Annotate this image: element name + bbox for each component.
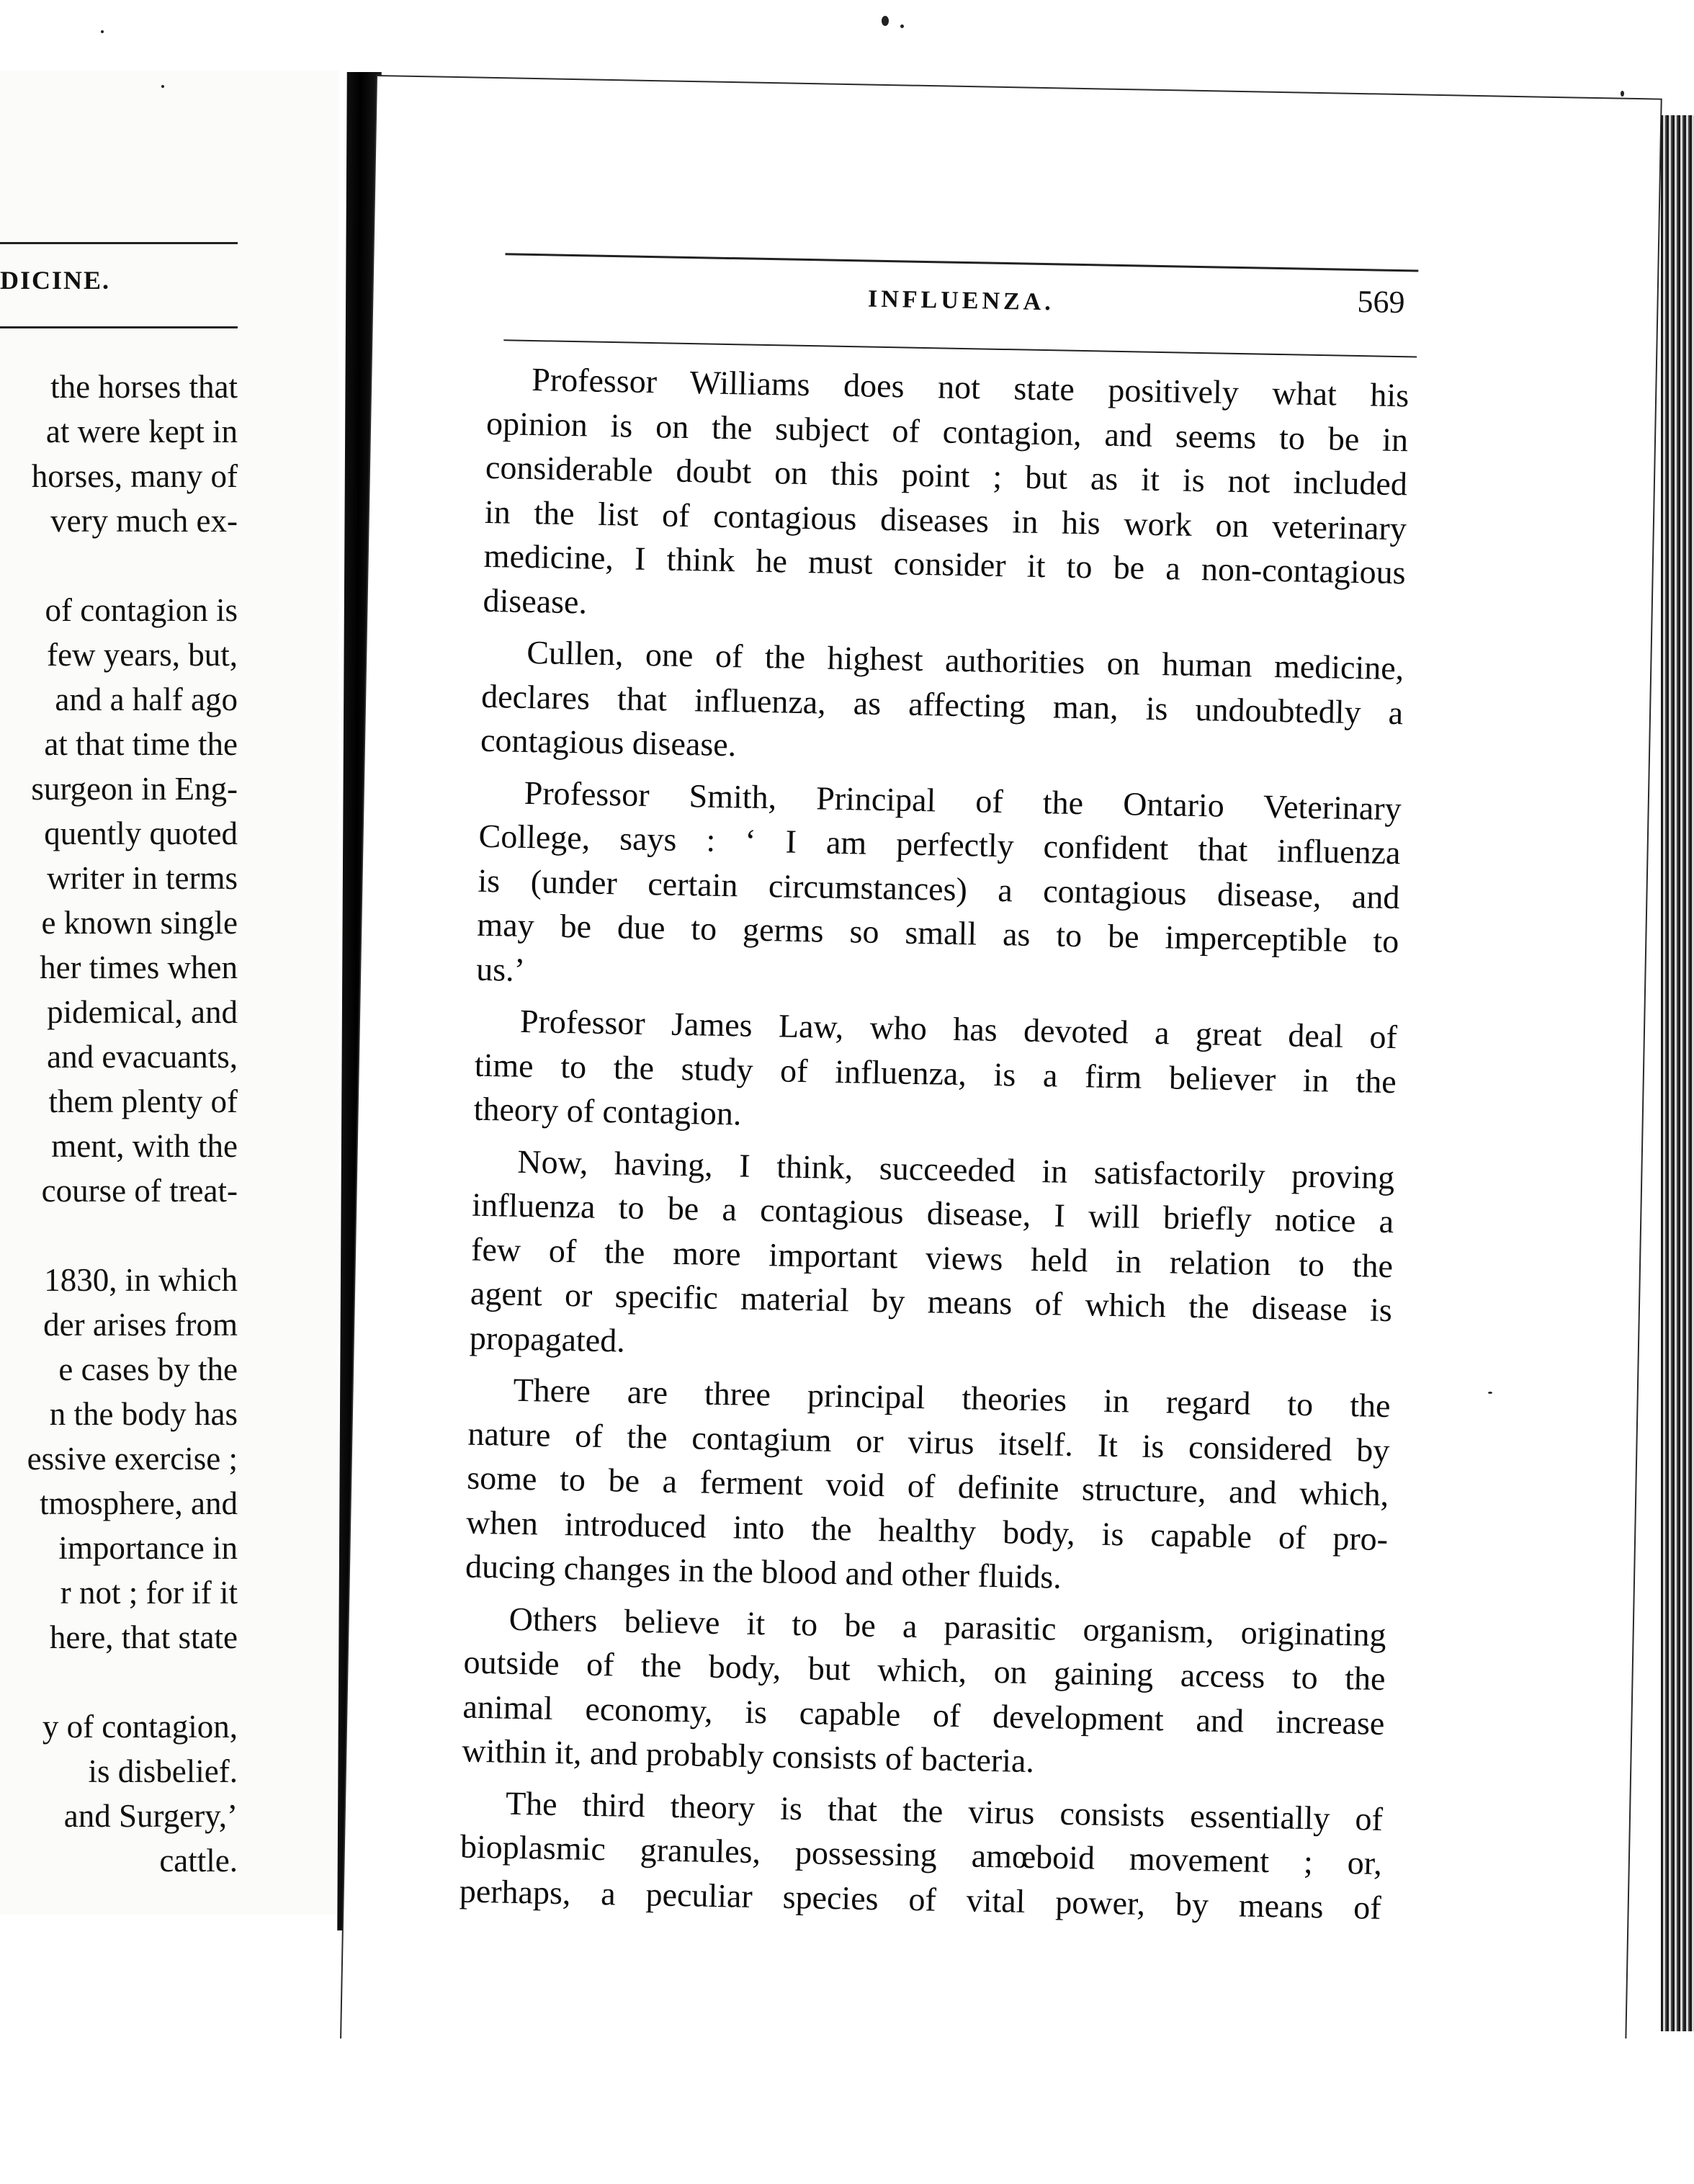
text-line: Professor James Law, who has devoted a great deal of (519, 1002, 1398, 1056)
left-page-line: few years, but, (47, 637, 238, 673)
left-page-line: importance in (58, 1530, 238, 1566)
text-line: The third theory is that the virus consists essentially of (505, 1784, 1384, 1838)
text-line: College, says : ‘ I am perfectly confident that influenza (478, 817, 1401, 872)
left-page-line: n the body has (49, 1396, 238, 1432)
page-edges (1661, 115, 1694, 2031)
left-page-line: at were kept in (45, 413, 238, 449)
body-text (459, 357, 1410, 1937)
left-page-line: e known single (41, 905, 238, 941)
text-line: medicine, I think he must consider it to be a non-contagious (483, 537, 1407, 591)
text-line: within it, and probably consists of bacteria. (461, 1732, 1035, 1780)
left-page-line: r not ; for if it (60, 1575, 238, 1611)
text-line: is (under certain circumstances) a contagious disease, and (478, 861, 1400, 916)
running-head: INFLUENZA. (867, 285, 1055, 316)
text-line: few of the more important views held in relation to the (470, 1230, 1394, 1284)
text-line: ducing changes in the blood and other fluids. (465, 1547, 1062, 1596)
text-line: declares that influenza, as affecting man, is undoubtedly a (480, 677, 1404, 731)
text-line: Professor Smith, Principal of the Ontario Veterinary (524, 774, 1402, 827)
text-line: There are three principal theories in regard to the (513, 1371, 1391, 1425)
text-line: agent or specific material by means of which the disease is (470, 1274, 1393, 1329)
left-page-line: cattle. (159, 1843, 238, 1879)
left-page-line: here, that state (49, 1619, 238, 1655)
paragraph (483, 357, 1410, 639)
left-page-line: them plenty of (48, 1083, 238, 1119)
paragraph (465, 1367, 1391, 1606)
left-page-line: ment, with the (51, 1128, 238, 1164)
paragraph (462, 1596, 1386, 1789)
text-line: perhaps, a peculiar species of vital power, by means of (459, 1872, 1382, 1926)
text-line: bioplasmic granules, possessing amœboid movement ; or, (460, 1827, 1383, 1881)
left-page-line: quently quoted (44, 815, 238, 851)
left-page-line: her times when (40, 949, 238, 985)
text-line: opinion is on the subject of contagion, and seems to be in (485, 404, 1409, 458)
text-line: Now, having, I think, succeeded in satisfactorily proving (516, 1142, 1395, 1196)
page-number: 569 (1357, 283, 1405, 321)
text-line: when introduced into the healthy body, is capable of pro- (465, 1503, 1389, 1557)
text-line: disease. (483, 581, 588, 620)
left-header-rule-bottom (0, 326, 238, 328)
left-page-line: pidemical, and (47, 994, 238, 1030)
left-page (0, 71, 339, 1915)
left-page-line: of contagion is (45, 592, 238, 628)
left-page-line: 1830, in which (44, 1262, 238, 1298)
left-page-line: and Surgery,’ (63, 1798, 238, 1834)
text-line: animal economy, is capable of development and increase (462, 1688, 1385, 1742)
left-page-line: and a half ago (55, 681, 238, 717)
text-line: Professor Williams does not state positively what his (531, 361, 1410, 414)
left-page-line: at that time the (44, 726, 238, 762)
left-page-line: the horses that (50, 369, 238, 405)
paragraph (469, 1138, 1394, 1377)
left-page-line: tmosphere, and (40, 1485, 238, 1521)
left-page-line: writer in terms (47, 860, 238, 896)
text-line: influenza to be a contagious disease, I will briefly notice a (471, 1186, 1394, 1240)
left-page-line: very much ex- (50, 503, 238, 539)
text-line: Cullen, one of the highest authorities on human medicine, (526, 633, 1404, 687)
paragraph (473, 998, 1397, 1148)
text-line: Others believe it to be a parasitic organism, originating (508, 1600, 1387, 1653)
paragraph (459, 1780, 1383, 1930)
header-rule-bottom (503, 339, 1417, 357)
text-line: propagated. (469, 1319, 626, 1359)
left-page-line: essive exercise ; (27, 1441, 238, 1477)
text-line: contagious disease. (480, 721, 737, 764)
text-line: considerable doubt on this point ; but as it is not included (485, 448, 1408, 503)
scan-margin-bottom (0, 2038, 1694, 2184)
paragraph (480, 630, 1404, 779)
text-line: time to the study of influenza, is a firm believer in the (474, 1046, 1397, 1100)
left-page-line: and evacuants, (47, 1039, 238, 1075)
text-line: outside of the body, but which, on gaining access to the (463, 1643, 1386, 1698)
left-page-line: course of treat- (41, 1173, 238, 1209)
text-line: may be due to germs so small as to be imperceptible to (476, 905, 1399, 960)
right-page (341, 76, 1661, 2064)
text-line: some to be a ferment void of definite structure, and which, (466, 1459, 1389, 1513)
left-page-line: surgeon in Eng- (31, 771, 238, 807)
text-line: in the list of contagious diseases in his work on veterinary (484, 493, 1407, 547)
left-running-head: DICINE. (0, 266, 111, 295)
header-rule-top (505, 253, 1418, 272)
left-page-line: y of contagion, (42, 1709, 238, 1745)
left-page-line: der arises from (43, 1307, 238, 1343)
left-header-rule-top (0, 242, 238, 244)
text-line: theory of contagion. (473, 1090, 742, 1132)
left-page-line: e cases by the (58, 1351, 238, 1387)
text-line: nature of the contagium or virus itself. It is considered by (467, 1415, 1390, 1469)
left-page-line: horses, many of (31, 458, 238, 494)
text-line: us.’ (475, 950, 526, 988)
left-page-line: is disbelief. (88, 1753, 238, 1789)
paragraph (476, 769, 1402, 1008)
